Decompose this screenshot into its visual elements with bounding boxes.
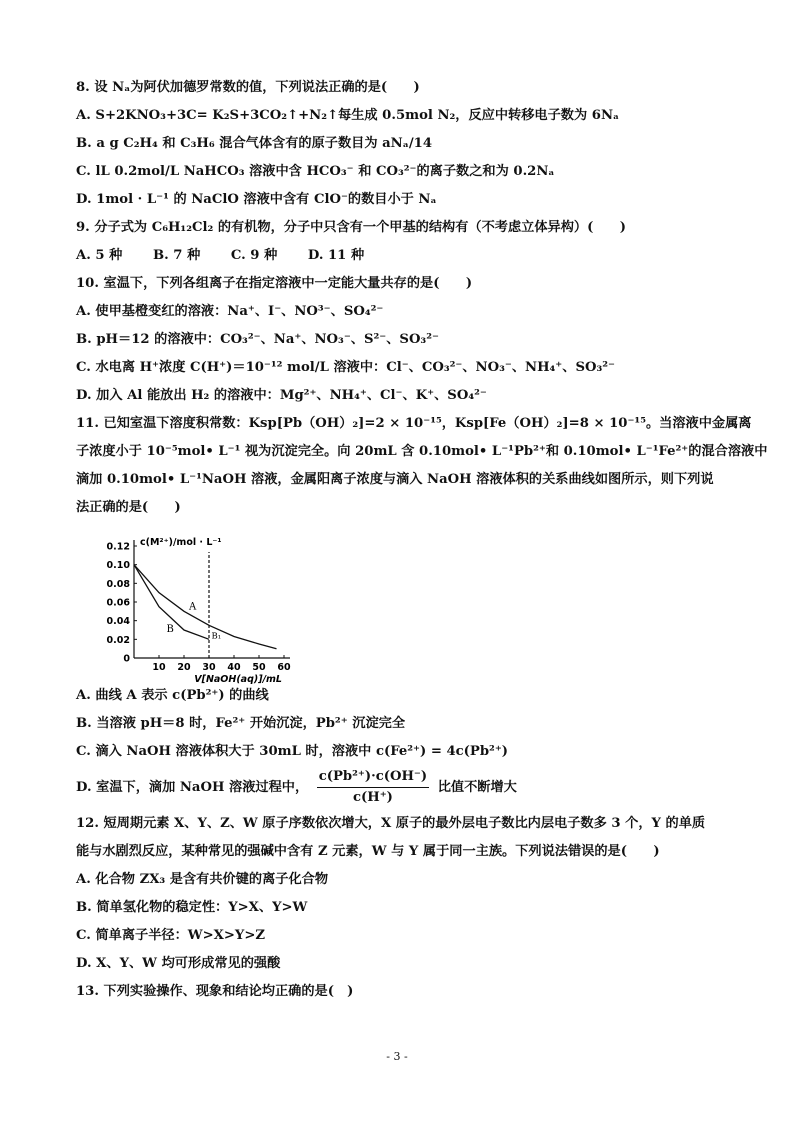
q11-option-c: C. 滴入 NaOH 溶液体积大于 30mL 时，溶液中 c(Fe²⁺) = 4c(Pb²⁺) — [76, 744, 509, 759]
fraction-numerator: c(Pb²⁺)·c(OH⁻) — [317, 768, 429, 788]
q11-option-d — [76, 766, 726, 810]
q9-stem: 9. 分子式为 C₆H₁₂Cl₂ 的有机物，分子中只含有一个甲基的结构有（不考虑立体异构）( ) — [76, 220, 626, 235]
q11-option-d-suffix: 比值不断增大 — [437, 780, 517, 795]
q12-option-b: B. 简单氢化物的稳定性：Y>X、Y>W — [76, 900, 308, 915]
q10-option-b: B. pH＝12 的溶液中：CO₃²⁻、Na⁺、NO₃⁻、S²⁻、SO₃²⁻ — [76, 332, 439, 347]
q11-option-d-fraction — [317, 768, 429, 807]
q12-option-a: A. 化合物 ZX₃ 是含有共价键的离子化合物 — [76, 872, 329, 887]
q9-options — [76, 242, 726, 270]
q9-option-c: C. 9 种 — [230, 248, 278, 263]
q11-chart-svg — [100, 526, 300, 685]
y-axis-label: c(M²⁺)/mol · L⁻¹ — [140, 537, 222, 548]
q8-option-a: A. S+2KNO₃+3C= K₂S+3CO₂↑+N₂↑每生成 0.5mol N₂，反应中转移电子数为 6Nₐ — [76, 108, 620, 123]
x-tick-label: 60 — [277, 662, 291, 673]
x-tick-label: 40 — [227, 662, 241, 673]
q11-option-a: A. 曲线 A 表示 c(Pb²⁺) 的曲线 — [76, 688, 269, 703]
page-number: - 3 - — [386, 1050, 408, 1063]
exam-page — [76, 74, 768, 1006]
q11-option-b: B. 当溶液 pH＝8 时，Fe²⁺ 开始沉淀，Pb²⁺ 沉淀完全 — [76, 716, 406, 731]
q11-stem-line2: 子浓度小于 10⁻⁵mol• L⁻¹ 视为沉淀完全。向 20mL 含 0.10mol• L⁻¹Pb²⁺和 0.10mol• L⁻¹Fe²⁺的混合溶液中 — [76, 444, 768, 459]
point-label-b1: B₁ — [211, 631, 222, 642]
y-tick-label: 0 — [123, 653, 130, 665]
q11-stem-line1: 11. 已知室温下溶度积常数：Ksp[Pb（OH）₂]=2 × 10⁻¹⁵，Ksp[Fe（OH）₂]=8 × 10⁻¹⁵。当溶液中金属离 — [76, 416, 752, 431]
q12-option-c: C. 简单离子半径：W>X>Y>Z — [76, 928, 265, 943]
q8-stem: 8. 设 Nₐ为阿伏加德罗常数的值，下列说法正确的是( ) — [76, 80, 420, 95]
q9-option-a: A. 5 种 — [76, 248, 123, 263]
q12-option-d: D. X、Y、W 均可形成常见的强酸 — [76, 956, 281, 971]
y-tick-label: 0.10 — [106, 560, 130, 572]
q10-stem: 10. 室温下，下列各组离子在指定溶液中一定能大量共存的是( ) — [76, 276, 473, 291]
q8-option-c: C. lL 0.2mol/L NaHCO₃ 溶液中含 HCO₃⁻ 和 CO₃²⁻的离子数之和为 0.2Nₐ — [76, 164, 555, 179]
series-line-A — [134, 565, 277, 649]
q11-option-d-prefix: D. 室温下，滴加 NaOH 溶液过程中， — [76, 780, 309, 795]
q9-option-d: D. 11 种 — [307, 248, 365, 263]
q10-option-a: A. 使甲基橙变红的溶液：Na⁺、I⁻、NO³⁻、SO₄²⁻ — [76, 304, 384, 319]
curve-label-b: B — [166, 623, 174, 635]
y-tick-label: 0.06 — [106, 597, 130, 609]
q10-option-c: C. 水电离 H⁺浓度 C(H⁺)＝10⁻¹² mol/L 溶液中：Cl⁻、CO₃²⁻、NO₃⁻、NH₄⁺、SO₃²⁻ — [76, 360, 615, 375]
x-tick-label: 50 — [252, 662, 266, 673]
q11-chart — [100, 526, 300, 685]
curve-label-a: A — [189, 601, 197, 613]
q12-stem-line2: 能与水剧烈反应，某种常见的强碱中含有 Z 元素，W 与 Y 属于同一主族。下列说法错误的是( ) — [76, 844, 660, 859]
fraction-denominator: c(H⁺) — [352, 790, 393, 805]
q10-option-d: D. 加入 Al 能放出 H₂ 的溶液中：Mg²⁺、NH₄⁺、Cl⁻、K⁺、SO₄²⁻ — [76, 388, 487, 403]
q8-option-d: D. 1mol · L⁻¹ 的 NaClO 溶液中含有 ClO⁻的数目小于 Nₐ — [76, 192, 437, 207]
q12-stem-line1: 12. 短周期元素 X、Y、Z、W 原子序数依次增大，X 原子的最外层电子数比内层电子数多 3 个，Y 的单质 — [76, 816, 706, 831]
x-tick-label: 20 — [177, 662, 191, 673]
x-tick-label: 30 — [202, 662, 216, 673]
y-tick-label: 0.02 — [106, 634, 130, 646]
q8-option-b: B. a g C₂H₄ 和 C₃H₆ 混合气体含有的原子数目为 aNₐ/14 — [76, 136, 433, 151]
x-axis-label: V[NaOH(aq)]/mL — [194, 674, 282, 685]
x-tick-label: 10 — [152, 662, 166, 673]
q11-stem-line3: 滴加 0.10mol• L⁻¹NaOH 溶液，金属阳离子浓度与滴入 NaOH 溶液体积的关系曲线如图所示，则下列说 — [76, 472, 714, 487]
y-tick-label: 0.04 — [106, 616, 130, 628]
y-tick-label: 0.08 — [106, 578, 130, 590]
y-tick-label: 0.12 — [106, 541, 130, 553]
q11-stem-line4: 法正确的是( ) — [76, 500, 181, 515]
q13-stem: 13. 下列实验操作、现象和结论均正确的是( ) — [76, 984, 354, 999]
q9-option-b: B. 7 种 — [152, 248, 201, 263]
